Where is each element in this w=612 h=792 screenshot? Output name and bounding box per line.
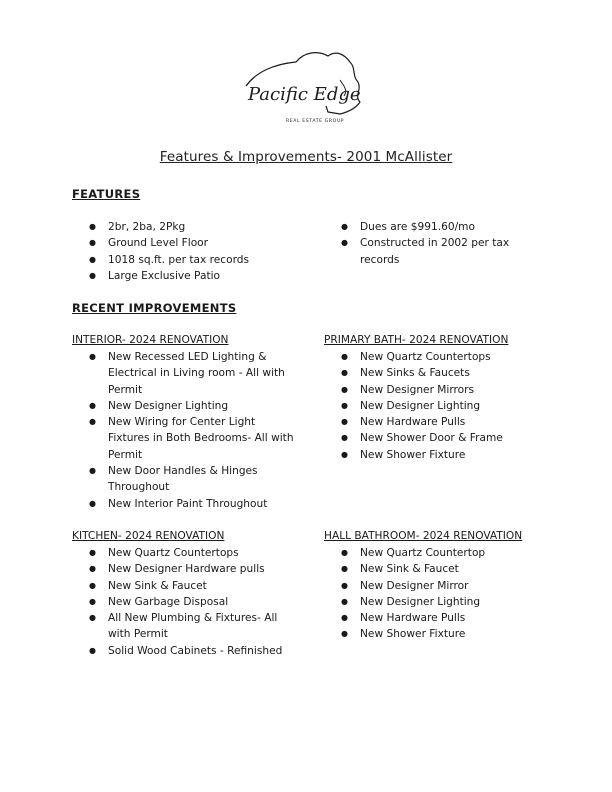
list-item: ● New Quartz Countertops: [72, 545, 294, 561]
list-item: ● New Hardware Pulls: [324, 414, 554, 430]
list-item: ● New Designer Lighting: [324, 594, 554, 610]
logo-graphic: [244, 46, 370, 128]
hall-bath-list: [324, 545, 554, 643]
list-item: ● Solid Wood Cabinets - Refinished: [72, 643, 294, 659]
hall-bath-heading: HALL BATHROOM- 2024 RENOVATION: [324, 530, 523, 542]
features-list-left: [72, 219, 312, 284]
list-item: ● New Designer Mirror: [324, 578, 554, 594]
features-heading: FEATURES: [72, 187, 141, 201]
primary-bath-list: [324, 349, 554, 463]
list-item: ● New Sink & Faucet: [72, 578, 294, 594]
page-title: Features & Improvements- 2001 McAllister: [159, 149, 453, 165]
list-item: ● New Designer Lighting: [324, 398, 554, 414]
list-item: ● 1018 sq.ft. per tax records: [72, 252, 312, 268]
interior-heading: INTERIOR- 2024 RENOVATION: [72, 334, 229, 346]
list-item: ● New Hardware Pulls: [324, 610, 554, 626]
list-item: ● New Designer Mirrors: [324, 382, 554, 398]
list-item: ● Large Exclusive Patio: [72, 268, 312, 284]
company-logo: [244, 46, 370, 128]
list-item: ● New Door Handles & Hinges Throughout: [72, 463, 294, 496]
list-item: ● New Shower Door & Frame: [324, 430, 554, 446]
list-item: ● 2br, 2ba, 2Pkg: [72, 219, 312, 235]
list-item: ● All New Plumbing & Fixtures- All with Permit: [72, 610, 294, 643]
list-item: ● New Designer Hardware pulls: [72, 561, 294, 577]
features-list-right: [324, 219, 524, 268]
list-item: ● Constructed in 2002 per tax records: [324, 235, 524, 268]
list-item: ● New Shower Fixture: [324, 626, 554, 642]
list-item: ● New Shower Fixture: [324, 447, 554, 463]
list-item: ● New Garbage Disposal: [72, 594, 294, 610]
list-item: ● New Wiring for Center Light Fixtures in Both Bedrooms- All with Permit: [72, 414, 294, 463]
logo-tagline: REAL ESTATE GROUP: [286, 119, 345, 124]
list-item: ● New Recessed LED Lighting & Electrical in Living room - All with Permit: [72, 349, 294, 398]
improvements-heading: RECENT IMPROVEMENTS: [72, 301, 237, 315]
primary-bath-heading: PRIMARY BATH- 2024 RENOVATION: [324, 334, 509, 346]
list-item: ● New Interior Paint Throughout: [72, 496, 294, 512]
list-item: ● New Quartz Countertops: [324, 349, 554, 365]
list-item: ● New Designer Lighting: [72, 398, 294, 414]
list-item: ● New Sink & Faucet: [324, 561, 554, 577]
interior-list: [72, 349, 294, 512]
list-item: ● Dues are $991.60/mo: [324, 219, 524, 235]
kitchen-list: [72, 545, 294, 659]
kitchen-heading: KITCHEN- 2024 RENOVATION: [72, 530, 225, 542]
list-item: ● New Sinks & Faucets: [324, 365, 554, 381]
list-item: ● New Quartz Countertop: [324, 545, 554, 561]
list-item: ● Ground Level Floor: [72, 235, 312, 251]
logo-script-text: Pacific Edge: [248, 84, 361, 105]
